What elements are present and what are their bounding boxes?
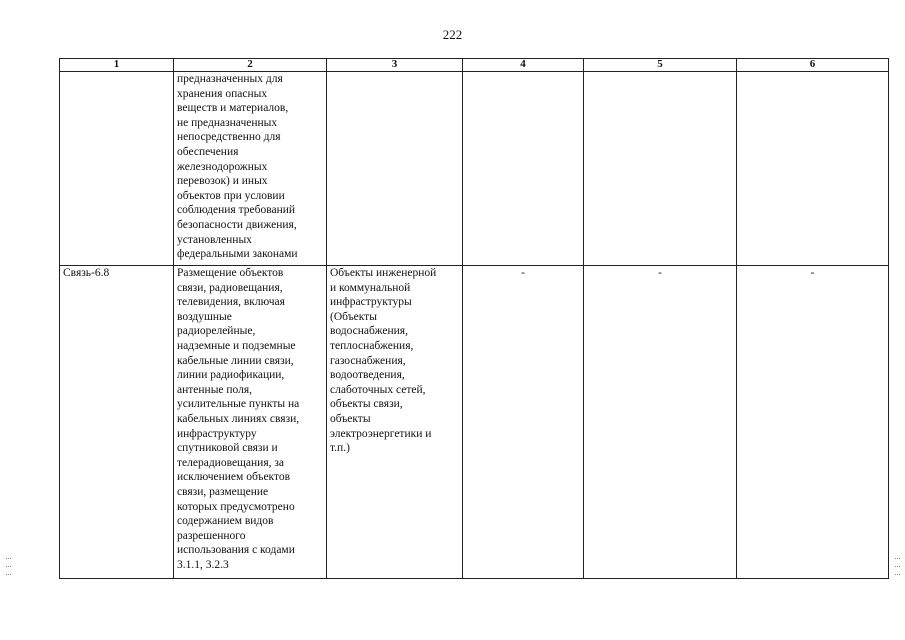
table-cell-col6: - <box>737 266 889 579</box>
table-cell-description: предназначенных для хранения опасных веществ и материалов, не предназначенных непосредственно для обеспечения железнодорожных перевозок) и иных объектов при условии соблюдения требований безопасности движения, установленных федеральными законами <box>174 72 327 266</box>
column-header-4: 4 <box>463 59 584 72</box>
table-cell-description: Размещение объектов связи, радиовещания, телевидения, включая воздушные радиорелейные, надземные и подземные кабельные линии связи, линии радиофикации, антенные поля, усилительные пункты на кабельных линиях связи, инфраструктуру спутниковой связи и телерадиовещания, за исключением объектов связи, размещение которых предусмотрено содержанием видов разрешенного использования с кодами 3.1.1, 3.2.3 <box>174 266 327 579</box>
header-row <box>60 59 889 72</box>
table-cell-code <box>60 72 174 266</box>
table-cell-col4: - <box>463 266 584 579</box>
column-header-3: 3 <box>327 59 463 72</box>
scan-margin-mark <box>6 558 11 559</box>
table-cell-col5: - <box>584 266 737 579</box>
table-cell-col5 <box>584 72 737 266</box>
column-header-2: 2 <box>174 59 327 72</box>
page-number: 222 <box>442 27 463 42</box>
table-cell-col4 <box>463 72 584 266</box>
column-header-5: 5 <box>584 59 737 72</box>
table-cell-objects <box>327 72 463 266</box>
table-row <box>60 72 889 266</box>
scan-margin-mark <box>6 566 11 567</box>
column-header-1: 1 <box>60 59 174 72</box>
table-cell-col6 <box>737 72 889 266</box>
table-cell-objects: Объекты инженерной и коммунальной инфраструктуры (Объекты водоснабжения, теплоснабжения, газоснабжения, водоотведения, слаботочных сетей, объекты связи, объекты электроэнергетики и т.п.) <box>327 266 463 579</box>
document-table <box>59 58 889 579</box>
scan-margin-mark <box>895 558 900 559</box>
scan-margin-mark <box>6 574 11 575</box>
scan-margin-mark <box>895 566 900 567</box>
table-cell-code: Связь-6.8 <box>60 266 174 579</box>
column-header-6: 6 <box>737 59 889 72</box>
scan-margin-mark <box>895 574 900 575</box>
table-row <box>60 266 889 579</box>
